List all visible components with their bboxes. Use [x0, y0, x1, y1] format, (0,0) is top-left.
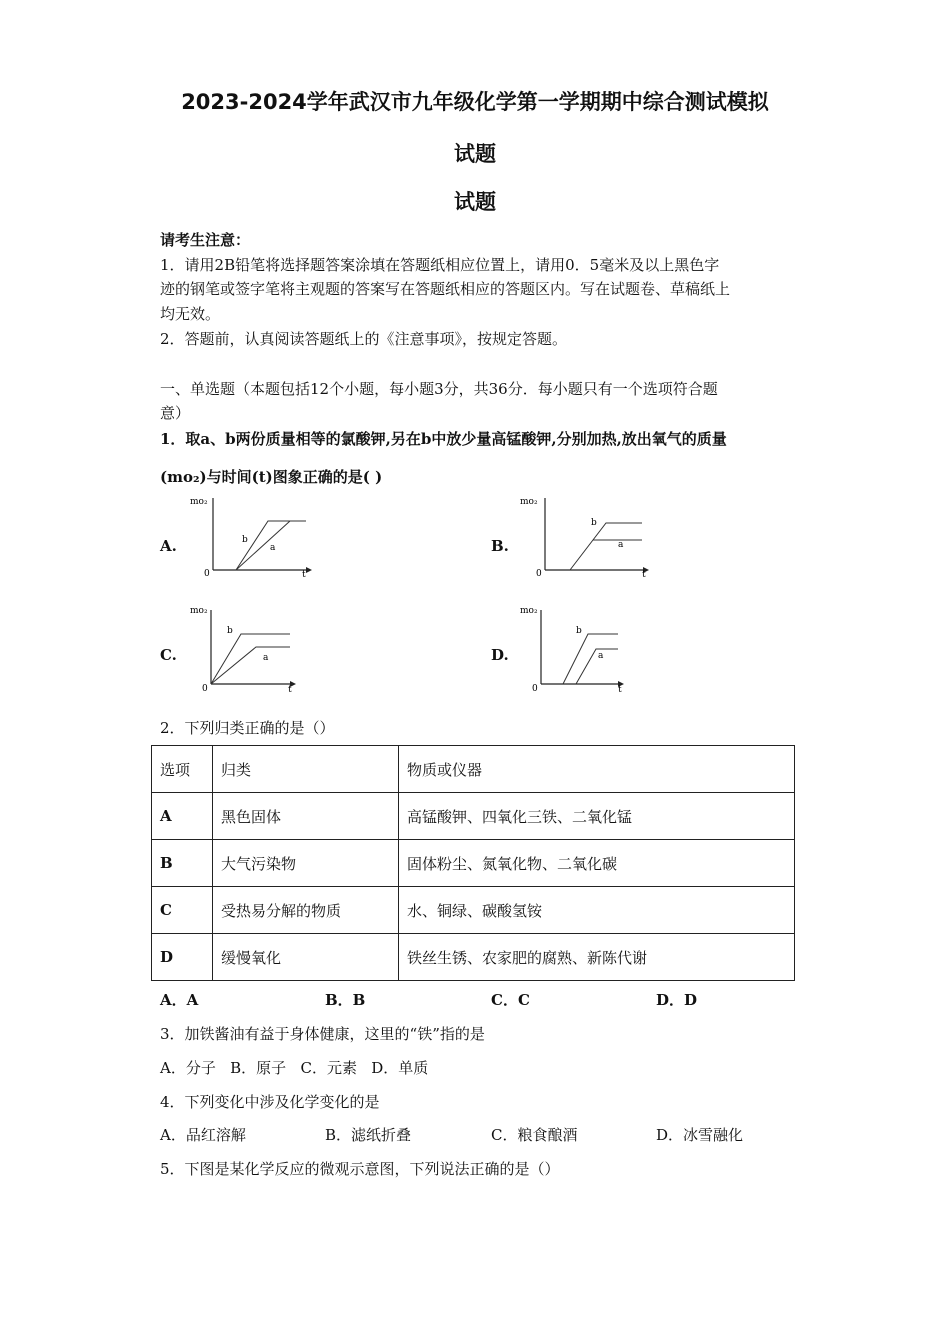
q4-stem: 4．下列变化中涉及化学变化的是	[160, 1093, 380, 1111]
exam-title-line3: 试题	[454, 190, 496, 214]
graph-a-label-b: b	[242, 535, 248, 545]
q4-option-a[interactable]: A．品红溶解	[160, 1126, 246, 1144]
graph-c-line-a	[211, 647, 290, 684]
q1-graph-a	[186, 490, 316, 582]
graph-a-xlabel: t	[302, 570, 306, 580]
q1-graph-b	[518, 490, 653, 582]
table-cell-option: D	[152, 934, 213, 981]
notice-heading: 请考生注意：	[160, 231, 251, 249]
graph-d-ylabel: mo₂	[520, 606, 538, 616]
graph-c-line-b	[211, 634, 290, 684]
exam-title-line1: 2023-2024学年武汉市九年级化学第一学期期中综合测试模拟	[181, 90, 769, 114]
q4-option-d[interactable]: D．冰雪融化	[656, 1126, 744, 1144]
table-cell-option: C	[152, 887, 213, 934]
graph-b-line-b	[570, 523, 642, 570]
table-row	[152, 887, 795, 934]
q2-option-c[interactable]: C．C	[491, 991, 530, 1009]
section1-heading-line1: 一、单选题（本题包括12个小题，每小题3分，共36分．每小题只有一个选项符合题	[160, 380, 718, 398]
graph-c-origin: 0	[202, 684, 208, 694]
table-header-cell: 物质或仪器	[399, 746, 795, 793]
notice-item2: 2．答题前，认真阅读答题纸上的《注意事项》，按规定答题。	[160, 330, 568, 348]
notice-item1-line1: 1．请用2B铅笔将选择题答案涂填在答题纸相应位置上，请用0．5毫米及以上黑色字	[160, 256, 720, 274]
graph-b-xlabel: t	[642, 570, 646, 580]
table-cell-category: 大气污染物	[213, 840, 399, 887]
q2-stem: 2．下列归类正确的是（）	[160, 719, 335, 737]
q1-graph-d	[518, 600, 653, 695]
q1-graph-c	[186, 600, 316, 695]
graph-d-line-a	[576, 649, 618, 684]
graph-d-label-b: b	[576, 626, 582, 636]
table-cell-option: B	[152, 840, 213, 887]
q1-option-c-label[interactable]: C.	[160, 646, 177, 664]
graph-c-label-b: b	[227, 626, 233, 636]
q1-stem-line1: 1．取a、b两份质量相等的氯酸钾,另在b中放少量高锰酸钾,分别加热,放出氧气的质量	[160, 430, 727, 448]
table-cell-category: 受热易分解的物质	[213, 887, 399, 934]
table-cell-items: 水、铜绿、碳酸氢铵	[399, 887, 795, 934]
graph-c-xlabel: t	[288, 685, 292, 695]
table-row	[152, 840, 795, 887]
table-cell-items: 固体粉尘、氮氧化物、二氧化碳	[399, 840, 795, 887]
q2-classification-table	[151, 745, 795, 981]
table-header-cell: 选项	[152, 746, 213, 793]
graph-c-ylabel: mo₂	[190, 606, 208, 616]
graph-d-origin: 0	[532, 684, 538, 694]
q3-options[interactable]: A．分子 B．原子 C．元素 D．单质	[160, 1059, 429, 1077]
q1-option-d-label[interactable]: D.	[491, 646, 509, 664]
graph-a-label-a: a	[270, 543, 276, 553]
table-cell-items: 高锰酸钾、四氧化三铁、二氧化锰	[399, 793, 795, 840]
q2-option-b[interactable]: B．B	[325, 991, 366, 1009]
notice-item1-line3: 均无效。	[160, 305, 221, 323]
q3-stem: 3．加铁酱油有益于身体健康，这里的“铁”指的是	[160, 1025, 485, 1043]
table-cell-category: 黑色固体	[213, 793, 399, 840]
graph-a-origin: 0	[204, 569, 210, 579]
graph-a-ylabel: mo₂	[190, 497, 208, 507]
graph-d-label-a: a	[598, 651, 604, 661]
q5-stem: 5．下图是某化学反应的微观示意图，下列说法正确的是（）	[160, 1160, 560, 1178]
q1-stem-line2: (mo₂)与时间(t)图象正确的是( )	[160, 468, 383, 486]
q2-option-a[interactable]: A．A	[160, 991, 199, 1009]
table-cell-items: 铁丝生锈、农家肥的腐熟、新陈代谢	[399, 934, 795, 981]
table-row	[152, 934, 795, 981]
exam-title-line2: 试题	[454, 142, 496, 166]
graph-d-xlabel: t	[618, 685, 622, 695]
q2-option-d[interactable]: D．D	[656, 991, 698, 1009]
graph-b-label-a: a	[618, 540, 624, 550]
table-cell-option: A	[152, 793, 213, 840]
table-row	[152, 793, 795, 840]
q4-option-c[interactable]: C．粮食酿酒	[491, 1126, 578, 1144]
graph-b-origin: 0	[536, 569, 542, 579]
table-cell-category: 缓慢氧化	[213, 934, 399, 981]
section1-heading-line2: 意）	[160, 404, 191, 422]
q1-option-b-label[interactable]: B.	[491, 537, 509, 555]
graph-b-ylabel: mo₂	[520, 497, 538, 507]
notice-item1-line2: 迹的钢笔或签字笔将主观题的答案写在答题纸相应的答题区内。写在试题卷、草稿纸上	[160, 280, 731, 298]
q1-option-a-label[interactable]: A.	[160, 537, 177, 555]
graph-c-label-a: a	[263, 653, 269, 663]
q4-option-b[interactable]: B．滤纸折叠	[325, 1126, 412, 1144]
graph-b-label-b: b	[591, 518, 597, 528]
table-header-cell: 归类	[213, 746, 399, 793]
table-header-row	[152, 746, 795, 793]
